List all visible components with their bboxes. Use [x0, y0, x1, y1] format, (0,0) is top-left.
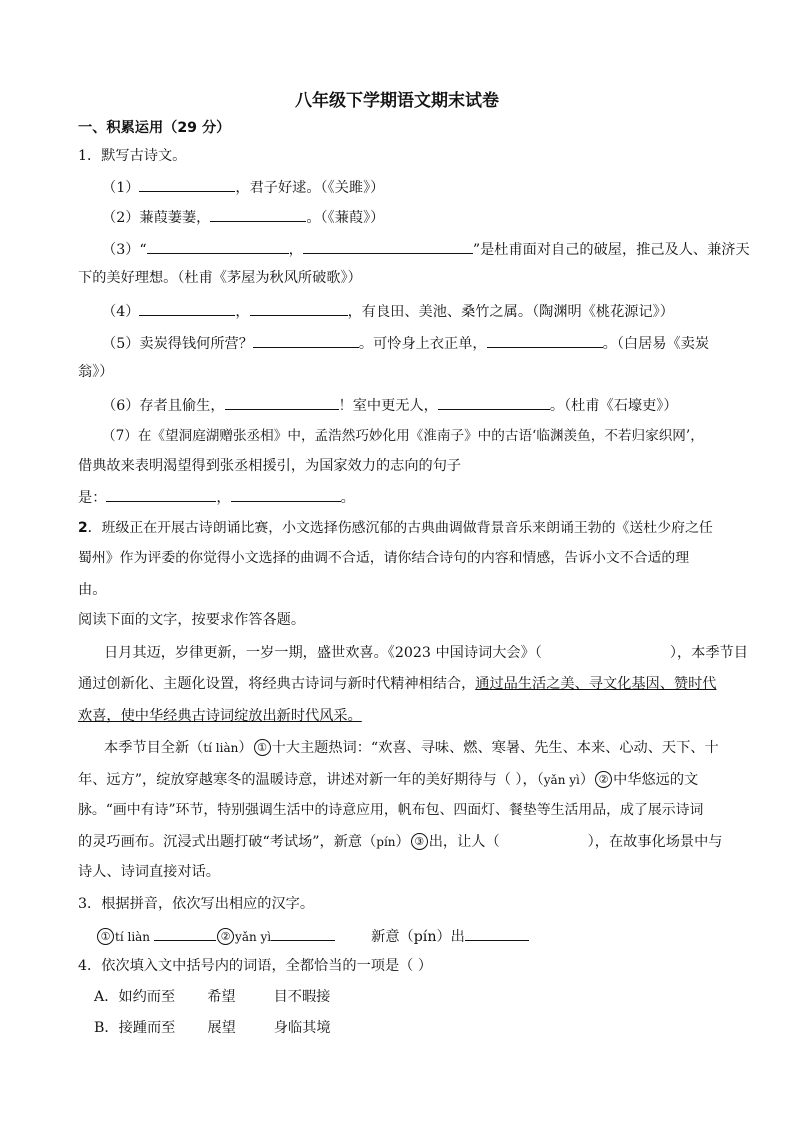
reading-text: 日月其迈，岁律更新，一岁一期，盛世欢喜。《2023 中国诗词大会》（	[104, 645, 542, 661]
answer-blank[interactable]	[303, 238, 473, 254]
circle-number-2: ②	[217, 928, 234, 945]
reading-text: ）	[238, 740, 253, 756]
answer-blank[interactable]	[438, 394, 550, 410]
pinyin: tí liàn	[115, 930, 151, 944]
q1-item-3-comma: ，	[288, 242, 303, 258]
reading-text: 本季节目全新（	[104, 740, 204, 756]
underlined-sentence: 通过品生活之美、寻文化基因、赞时代	[475, 676, 717, 692]
question-1-head: 1．默写古诗文。	[78, 148, 187, 164]
question-3-head: 3．根据拼音，依次写出相应的汉字。	[78, 896, 315, 912]
reading-p2-line-5: 诗人、诗词直接对话。	[78, 864, 220, 880]
q3-item-3: 新意（pín）出	[371, 929, 465, 945]
answer-blank[interactable]	[210, 206, 306, 222]
reading-p2-line-1	[104, 738, 719, 758]
q1-item-4	[102, 300, 674, 322]
reading-text: 的灵巧画布。沉浸式出题打破“考试场”，新意（	[78, 834, 377, 850]
q3-answers	[96, 925, 529, 947]
pinyin: yǎn yì	[543, 773, 580, 787]
answer-blank[interactable]	[231, 486, 341, 502]
reading-p2-line-4	[78, 832, 722, 852]
option-a-word-3: 目不暇接	[273, 989, 331, 1005]
q1-item-7-period: 。	[340, 490, 355, 506]
answer-blank[interactable]	[106, 486, 216, 502]
circle-number-1: ①	[254, 739, 271, 756]
reading-text: ）	[395, 834, 410, 850]
pinyin: yǎn yì	[235, 930, 272, 944]
answer-blank[interactable]	[139, 176, 235, 192]
reading-text: 出，让人（	[428, 834, 500, 850]
circle-number-3: ③	[411, 833, 428, 850]
answer-blank[interactable]	[253, 332, 359, 348]
reading-text: ），在故事化场景中与	[587, 834, 723, 850]
question-4-head: 4．依次填入文中括号内的词语，全都恰当的一项是（ ）	[78, 958, 433, 974]
underlined-sentence-cont: 欢喜，使中华经典古诗词绽放出新时代风采。	[78, 708, 362, 724]
q1-item-6	[102, 394, 678, 416]
q1-item-3-label: （3）“	[102, 242, 147, 258]
option-b-word-2: 展望	[207, 1020, 236, 1036]
q1-item-3	[102, 238, 750, 260]
answer-blank[interactable]	[250, 300, 348, 316]
circle-number-1: ①	[97, 928, 114, 945]
q1-item-2	[102, 206, 384, 228]
reading-text: ），本季节目	[669, 645, 748, 661]
q1-item-5-mid: 。可怜身上衣正单，	[358, 336, 487, 352]
reading-intro: 阅读下面的文字，按要求作答各题。	[78, 612, 306, 628]
question-2-line-1	[78, 518, 713, 538]
option-b-word-3: 身临其境	[273, 1020, 331, 1036]
q1-item-4-text: ，有良田、美池、桑竹之属。（陶渊明《桃花源记》）	[347, 304, 674, 320]
reading-text: 通过创新化、主题化设置，将经典古诗词与新时代精神相结合，	[78, 676, 476, 692]
q1-item-6-text: （6）存者且偷生，	[102, 398, 225, 414]
q1-item-5	[102, 332, 709, 354]
q1-item-1	[102, 176, 384, 198]
reading-p2-line-3: 脉。“画中有诗”环节，特别强调生活中的诗意应用，帆布包、四面灯、餐垫等生活用品，成了展示诗词	[78, 802, 704, 818]
q1-item-7-label: 是：	[78, 490, 107, 506]
answer-blank[interactable]	[225, 394, 339, 410]
question-2-line-2: 蜀州》作为评委的你觉得小文选择的曲调不合适，请你结合诗句的内容和情感，告诉小文不合适的理	[78, 550, 690, 566]
section-heading: 一、积累运用（29 分）	[78, 120, 231, 136]
answer-blank[interactable]	[465, 925, 529, 941]
q1-item-1-text: ，君子好逑。（《关雎》）	[235, 180, 385, 196]
q1-item-6-tail: 。（杜甫《石壕吏》）	[549, 398, 678, 414]
option-b[interactable]	[94, 1018, 331, 1038]
option-b-word-1: B．接踵而至	[94, 1020, 176, 1036]
question-2-line-3: 由。	[78, 582, 107, 598]
q1-item-5-text: （5）卖炭得钱何所营？	[102, 336, 253, 352]
q1-item-7-cont: 借典故来表明渴望得到张丞相援引，为国家效力的志向的句子	[78, 458, 462, 474]
answer-blank[interactable]	[271, 925, 335, 941]
option-a-word-1: A．如约而至	[94, 989, 176, 1005]
option-a[interactable]	[94, 987, 330, 1007]
q1-item-5-tail: 。（白居易《卖炭	[602, 336, 710, 352]
reading-text: 十大主题热词：“欢喜、寻味、燃、寒暑、先生、本来、心动、天下、十	[271, 740, 719, 756]
q1-item-7-comma: ，	[216, 490, 231, 506]
answer-blank[interactable]	[487, 332, 603, 348]
q1-item-7-answer	[78, 486, 355, 508]
q2-text-1: ．班级正在开展古诗朗诵比赛，小文选择伤感沉郁的古典曲调做背景音乐来朗诵王勃的《送杜少府之任	[87, 520, 713, 536]
pinyin: tí liàn	[203, 741, 239, 755]
page-title: 八年级下学期语文期末试卷	[295, 91, 499, 111]
q1-item-1-label: （1）	[102, 180, 140, 196]
q1-item-5-cont: 翁》）	[78, 364, 114, 380]
pinyin: pín	[376, 835, 396, 849]
q1-item-2-text: （2）蒹葭萋萋，	[102, 210, 211, 226]
q2-number: 2	[78, 520, 88, 536]
q1-item-2-tail: 。（《蒹葭》）	[306, 210, 385, 226]
reading-p1-line-2	[78, 674, 716, 694]
q1-item-6-mid: ！室中更无人，	[338, 398, 438, 414]
answer-blank[interactable]	[154, 925, 216, 941]
q1-item-3-cont: 下的美好理想。（杜甫《茅屋为秋风所破歌》）	[78, 270, 362, 286]
answer-blank[interactable]	[147, 238, 289, 254]
answer-blank[interactable]	[139, 300, 235, 316]
reading-text: ）	[579, 772, 595, 788]
q1-item-3-text: ”是杜甫面对自己的破屋，推己及人、兼济天	[472, 242, 750, 258]
reading-text: 年、远方”，绽放穿越寒冬的温暖诗意，讲述对新一年的美好期待与（ ），（	[78, 772, 544, 788]
reading-p1-line-1	[104, 643, 748, 663]
option-a-word-2: 希望	[207, 989, 236, 1005]
circle-number-2: ②	[595, 771, 612, 788]
q1-item-4-comma: ，	[235, 304, 250, 320]
reading-text: 中华悠远的文	[613, 772, 699, 788]
q1-item-7: （7）在《望洞庭湖赠张丞相》中，孟浩然巧妙化用《淮南子》中的古语‘临渊羡鱼，不若归家织网’，	[102, 428, 704, 444]
reading-p2-line-2	[78, 770, 698, 790]
q1-item-4-label: （4）	[102, 304, 140, 320]
